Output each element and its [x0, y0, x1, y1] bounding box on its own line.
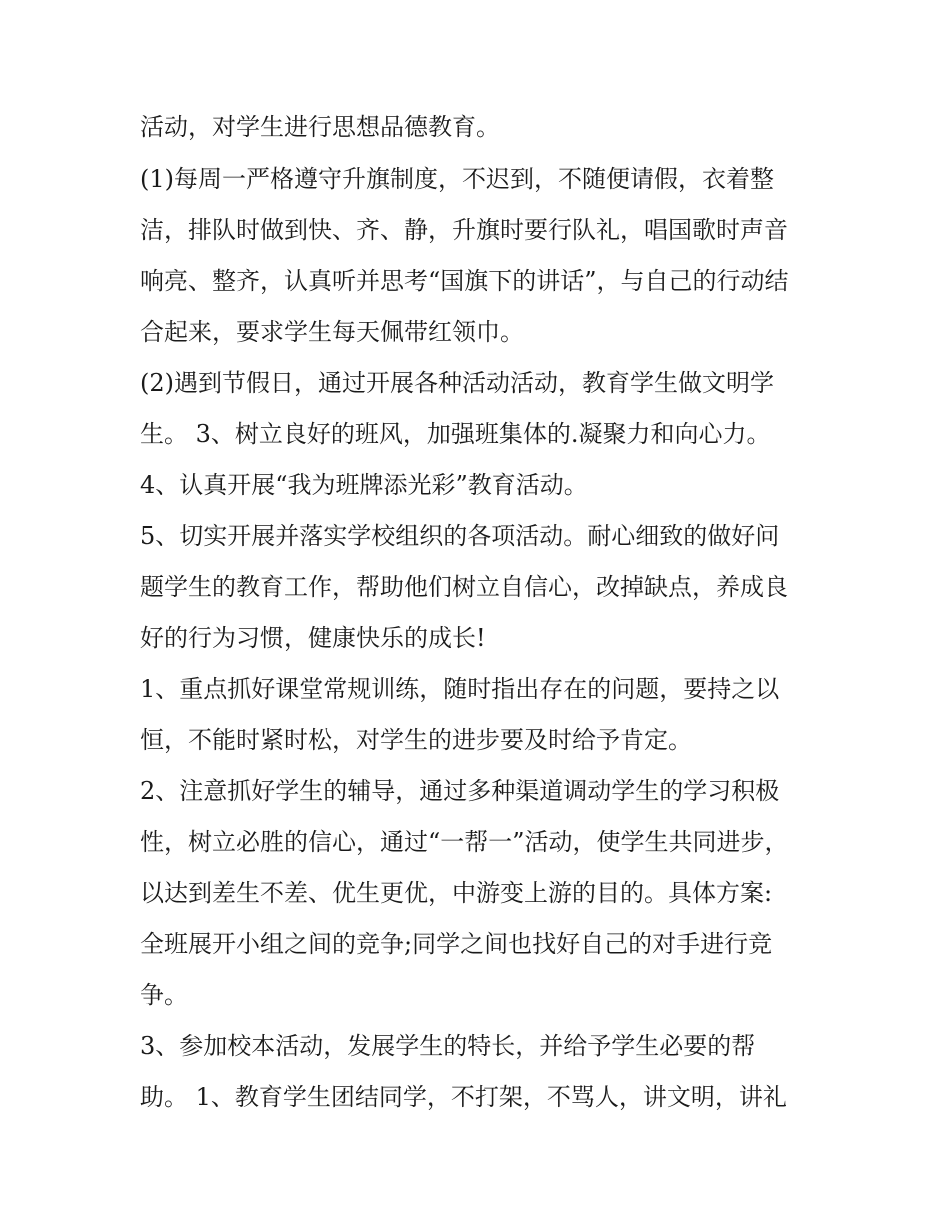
text-line: 题学生的教育工作，帮助他们树立自信心，改掉缺点，养成良 [140, 573, 788, 601]
text-line: 助。 1、教育学生团结同学，不打架，不骂人，讲文明，讲礼 [140, 1083, 787, 1111]
text-line: 4、认真开展“我为班牌添光彩”教育活动。 [140, 471, 588, 499]
text-line: 洁，排队时做到快、齐、静，升旗时要行队礼，唱国歌时声音 [140, 216, 788, 244]
text-line: 全班展开小组之间的竞争;同学之间也找好自己的对手进行竞 [140, 930, 773, 958]
text-line: 恒，不能时紧时松，对学生的进步要及时给予肯定。 [140, 726, 692, 754]
text-line: 以达到差生不差、优生更优，中游变上游的目的。具体方案: [140, 879, 773, 907]
text-line: 5、切实开展并落实学校组织的各项活动。耐心细致的做好问 [140, 522, 780, 550]
text-line: 3、参加校本活动，发展学生的特长，并给予学生必要的帮 [140, 1032, 756, 1060]
text-line: 响亮、整齐，认真听并思考“国旗下的讲话”，与自己的行动结 [140, 267, 789, 295]
text-line: 1、重点抓好课堂常规训练，随时指出存在的问题，要持之以 [140, 675, 780, 703]
text-line: 2、注意抓好学生的辅导，通过多种渠道调动学生的学习积极 [140, 777, 780, 805]
text-line: (2)遇到节假日，通过开展各种活动活动，教育学生做文明学 [140, 369, 774, 397]
text-line: 争。 [140, 981, 188, 1009]
text-line: (1)每周一严格遵守升旗制度，不迟到，不随便请假，衣着整 [140, 165, 774, 193]
text-line: 合起来，要求学生每天佩带红领巾。 [140, 318, 524, 346]
text-line: 生。 3、树立良好的班风，加强班集体的.凝聚力和向心力。 [140, 420, 771, 448]
text-line: 活动，对学生进行思想品德教育。 [140, 113, 500, 141]
text-line: 性，树立必胜的信心，通过“一帮一”活动，使学生共同进步， [140, 828, 789, 856]
text-line: 好的行为习惯，健康快乐的成长! [140, 624, 486, 652]
